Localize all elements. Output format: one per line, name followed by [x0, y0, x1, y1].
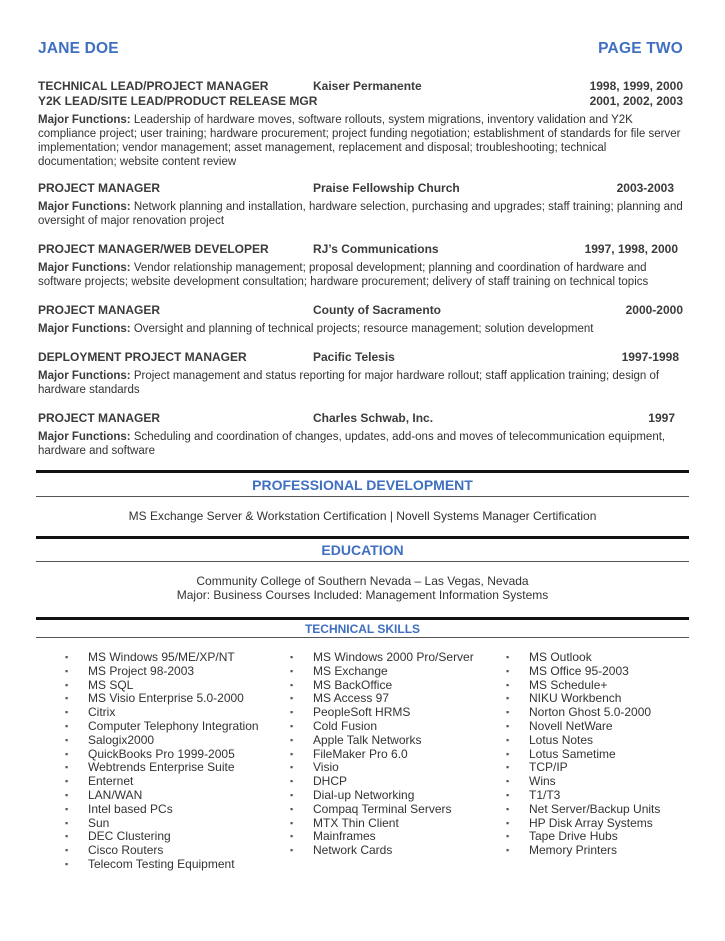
- skill-label: DHCP: [313, 774, 348, 789]
- candidate-name: JANE DOE: [38, 40, 119, 57]
- skill-item: [290, 720, 474, 734]
- bullet-icon: ▪: [506, 776, 510, 787]
- job-title: PROJECT MANAGER: [38, 411, 161, 425]
- job-company: Praise Fellowship Church: [313, 181, 460, 195]
- skill-label: Dial-up Networking: [313, 787, 415, 802]
- skill-item: [290, 651, 474, 665]
- skill-label: Net Server/Backup Units: [529, 801, 661, 816]
- bullet-icon: ▪: [506, 665, 510, 676]
- skill-label: MS Access 97: [313, 691, 390, 706]
- skill-label: HP Disk Array Systems: [529, 815, 653, 830]
- skill-label: MS Visio Enterprise 5.0-2000: [88, 691, 244, 706]
- skill-item: [65, 679, 259, 693]
- functions-text: Project management and status reporting for major hardware rollout; staff application training; design of hardware standards: [38, 370, 660, 396]
- bullet-icon: ▪: [290, 789, 294, 800]
- job-title: PROJECT MANAGER: [38, 303, 161, 317]
- bullet-icon: ▪: [65, 789, 69, 800]
- bullet-icon: ▪: [506, 789, 510, 800]
- section-divider: [36, 536, 689, 539]
- skill-item: [65, 789, 259, 803]
- job-entry: [38, 181, 683, 228]
- functions-text: Network planning and installation, hardware selection, purchasing and upgrades; staff training; planning and oversight of major renovation project: [38, 201, 683, 227]
- functions-label: Major Functions:: [38, 114, 131, 126]
- job-entry: [38, 350, 683, 397]
- skill-label: PeopleSoft HRMS: [313, 705, 411, 720]
- bullet-icon: ▪: [290, 720, 294, 731]
- bullet-icon: ▪: [506, 817, 510, 828]
- functions-label: Major Functions:: [38, 323, 131, 335]
- job-years: 1997-1998: [621, 350, 679, 364]
- skill-label: MS Outlook: [529, 650, 592, 664]
- skill-label: Mainframes: [313, 829, 376, 844]
- skill-item: [65, 720, 259, 734]
- skill-label: NIKU Workbench: [529, 691, 622, 706]
- bullet-icon: ▪: [290, 748, 294, 759]
- skill-label: Salogix2000: [88, 732, 155, 747]
- functions-text: Vendor relationship management; proposal development; planning and coordination of hardware and software projects; website development consultation; hardware procurement; delivery of staff training on technical topics: [38, 262, 649, 288]
- job-years: 1997: [648, 411, 675, 425]
- skill-label: DEC Clustering: [88, 829, 171, 844]
- skill-item: [290, 679, 474, 693]
- skill-item: [290, 789, 474, 803]
- skill-item: [65, 665, 259, 679]
- job-company: Pacific Telesis: [313, 350, 395, 364]
- skill-label: T1/T3: [529, 787, 561, 802]
- bullet-icon: ▪: [65, 803, 69, 814]
- skill-label: MTX Thin Client: [313, 815, 399, 830]
- certifications-text: MS Exchange Server & Workstation Certification | Novell Systems Manager Certification: [128, 509, 597, 523]
- skill-item: [65, 651, 259, 665]
- skill-item: [290, 761, 474, 775]
- skill-item: [65, 748, 259, 762]
- bullet-icon: ▪: [290, 734, 294, 745]
- bullet-icon: ▪: [290, 652, 294, 662]
- skill-item: [506, 720, 660, 734]
- bullet-icon: ▪: [65, 817, 69, 828]
- bullet-icon: ▪: [65, 720, 69, 731]
- skill-label: MS Windows 2000 Pro/Server: [313, 650, 474, 664]
- section-title-technical-skills: TECHNICAL SKILLS: [304, 622, 421, 636]
- skill-label: Cisco Routers: [88, 843, 164, 858]
- skill-label: Telecom Testing Equipment: [88, 856, 235, 871]
- skill-label: Citrix: [88, 705, 116, 720]
- skill-item: [65, 830, 259, 844]
- skill-item: [65, 761, 259, 775]
- skill-item: [290, 706, 474, 720]
- job-entry: [38, 242, 683, 289]
- functions-label: Major Functions:: [38, 370, 131, 382]
- skill-label: MS BackOffice: [313, 677, 393, 692]
- functions-label: Major Functions:: [38, 262, 131, 274]
- job-entry: [38, 303, 683, 336]
- section-title-education: EDUCATION: [321, 542, 404, 558]
- bullet-icon: ▪: [65, 693, 69, 704]
- skill-label: Webtrends Enterprise Suite: [88, 760, 235, 775]
- job-title-secondary: Y2K LEAD/SITE LEAD/PRODUCT RELEASE MGR: [38, 94, 318, 108]
- bullet-icon: ▪: [65, 762, 69, 773]
- job-description: [38, 261, 683, 289]
- skill-item: [65, 706, 259, 720]
- section-underline: [36, 496, 689, 497]
- bullet-icon: ▪: [290, 831, 294, 842]
- skill-label: Computer Telephony Integration: [88, 718, 259, 733]
- skill-label: MS Office 95-2003: [529, 663, 629, 678]
- functions-label: Major Functions:: [38, 431, 131, 443]
- bullet-icon: ▪: [506, 734, 510, 745]
- job-title: TECHNICAL LEAD/PROJECT MANAGER: [38, 79, 269, 93]
- bullet-icon: ▪: [65, 707, 69, 718]
- skill-item: [506, 761, 660, 775]
- job-years: 2000-2000: [625, 303, 683, 317]
- bullet-icon: ▪: [65, 831, 69, 842]
- skill-item: [506, 789, 660, 803]
- skill-label: Memory Printers: [529, 843, 618, 858]
- bullet-icon: ▪: [506, 679, 510, 690]
- skill-item: [506, 817, 660, 831]
- skill-label: TCP/IP: [529, 760, 568, 775]
- skill-item: [65, 844, 259, 858]
- skill-item: [290, 748, 474, 762]
- skill-item: [506, 734, 660, 748]
- skill-item: [506, 775, 660, 789]
- skills-column-3: [506, 651, 660, 858]
- job-company: Charles Schwab, Inc.: [313, 411, 434, 425]
- job-title: DEPLOYMENT PROJECT MANAGER: [38, 350, 247, 364]
- skill-label: Norton Ghost 5.0-2000: [529, 705, 652, 720]
- bullet-icon: ▪: [65, 845, 69, 856]
- bullet-icon: ▪: [290, 845, 294, 856]
- bullet-icon: ▪: [506, 748, 510, 759]
- education-major: Major: Business Courses Included: Management Information Systems: [176, 588, 549, 602]
- skill-item: [506, 679, 660, 693]
- skill-label: Compaq Terminal Servers: [313, 801, 452, 816]
- skill-item: [65, 692, 259, 706]
- skill-item: [506, 692, 660, 706]
- bullet-icon: ▪: [290, 679, 294, 690]
- skill-item: [290, 817, 474, 831]
- bullet-icon: ▪: [506, 803, 510, 814]
- functions-text: Oversight and planning of technical projects; resource management; solution development: [133, 323, 594, 335]
- skill-label: Tape Drive Hubs: [529, 829, 618, 844]
- skill-label: FileMaker Pro 6.0: [313, 746, 408, 761]
- skill-label: Intel based PCs: [88, 801, 173, 816]
- bullet-icon: ▪: [65, 665, 69, 676]
- job-description: [38, 369, 683, 397]
- skill-label: Network Cards: [313, 843, 393, 858]
- bullet-icon: ▪: [506, 652, 510, 662]
- skill-label: Cold Fusion: [313, 718, 378, 733]
- job-company: Kaiser Permanente: [313, 79, 422, 93]
- bullet-icon: ▪: [65, 652, 69, 662]
- skill-item: [290, 775, 474, 789]
- job-company: RJ’s Communications: [313, 242, 439, 256]
- skill-label: MS Project 98-2003: [88, 663, 195, 678]
- skill-item: [65, 734, 259, 748]
- skills-column-2: [290, 651, 474, 858]
- page-label: PAGE TWO: [598, 40, 683, 57]
- skill-label: QuickBooks Pro 1999-2005: [88, 746, 235, 761]
- bullet-icon: ▪: [65, 776, 69, 787]
- skill-label: Apple Talk Networks: [313, 732, 422, 747]
- skill-label: Lotus Notes: [529, 732, 594, 747]
- section-underline: [36, 561, 689, 562]
- skill-label: MS Schedule+: [529, 677, 608, 692]
- skill-item: [290, 844, 474, 858]
- skill-label: MS SQL: [88, 677, 134, 692]
- skill-item: [290, 665, 474, 679]
- skill-item: [506, 830, 660, 844]
- skill-item: [65, 775, 259, 789]
- bullet-icon: ▪: [506, 693, 510, 704]
- bullet-icon: ▪: [506, 831, 510, 842]
- skill-label: LAN/WAN: [88, 787, 143, 802]
- job-years: 1998, 1999, 2000: [589, 79, 683, 93]
- skill-label: MS Exchange: [313, 663, 388, 678]
- skill-item: [506, 706, 660, 720]
- skill-label: Novell NetWare: [529, 718, 613, 733]
- skill-item: [506, 748, 660, 762]
- bullet-icon: ▪: [290, 817, 294, 828]
- job-description: [38, 113, 683, 169]
- bullet-icon: ▪: [290, 762, 294, 773]
- bullet-icon: ▪: [65, 734, 69, 745]
- job-years: 1997, 1998, 2000: [584, 242, 678, 256]
- bullet-icon: ▪: [290, 707, 294, 718]
- skill-label: Wins: [529, 774, 556, 789]
- skills-column-1: [65, 651, 259, 872]
- bullet-icon: ▪: [290, 665, 294, 676]
- skill-label: MS Windows 95/ME/XP/NT: [88, 650, 235, 664]
- skill-item: [506, 844, 660, 858]
- job-entry: [38, 79, 683, 169]
- functions-text: Leadership of hardware moves, software rollouts, system migrations, inventory validation and Y2K compliance project; user training; hardware procurement; project funding negotiation; establishment of standards for file server implementation; vendor management; asset management, replacement and disposal; troubleshooting; technical documentation; website content review: [38, 114, 681, 168]
- skill-item: [290, 830, 474, 844]
- skill-item: [65, 858, 259, 872]
- skill-item: [506, 665, 660, 679]
- bullet-icon: ▪: [65, 679, 69, 690]
- education-school: Community College of Southern Nevada – Las Vegas, Nevada: [196, 574, 529, 588]
- section-divider: [36, 617, 689, 620]
- bullet-icon: ▪: [506, 720, 510, 731]
- job-description: [38, 430, 683, 458]
- job-description: [38, 200, 683, 228]
- job-years: 2003-2003: [616, 181, 674, 195]
- bullet-icon: ▪: [506, 845, 510, 856]
- bullet-icon: ▪: [290, 693, 294, 704]
- skill-label: Lotus Sametime: [529, 746, 616, 761]
- functions-label: Major Functions:: [38, 201, 131, 213]
- skill-item: [506, 651, 660, 665]
- skill-label: Sun: [88, 815, 110, 830]
- section-divider: [36, 470, 689, 473]
- section-title-professional-development: PROFESSIONAL DEVELOPMENT: [252, 477, 473, 493]
- skill-item: [65, 817, 259, 831]
- skill-item: [65, 803, 259, 817]
- bullet-icon: ▪: [506, 762, 510, 773]
- job-entry: [38, 411, 683, 458]
- bullet-icon: ▪: [290, 776, 294, 787]
- job-company: County of Sacramento: [313, 303, 442, 317]
- bullet-icon: ▪: [65, 858, 69, 869]
- job-title: PROJECT MANAGER: [38, 181, 161, 195]
- bullet-icon: ▪: [290, 803, 294, 814]
- skill-item: [506, 803, 660, 817]
- skill-item: [290, 734, 474, 748]
- skill-item: [290, 803, 474, 817]
- skill-label: Visio: [313, 760, 339, 775]
- job-years-secondary: 2001, 2002, 2003: [589, 94, 683, 108]
- job-title: PROJECT MANAGER/WEB DEVELOPER: [38, 242, 269, 256]
- skill-label: Enternet: [88, 774, 134, 789]
- job-description: [38, 322, 683, 336]
- bullet-icon: ▪: [506, 707, 510, 718]
- functions-text: Scheduling and coordination of changes, updates, add-ons and moves of telecommunication equipment, hardware and software: [38, 431, 666, 457]
- bullet-icon: ▪: [65, 748, 69, 759]
- section-underline: [36, 637, 689, 638]
- skill-item: [290, 692, 474, 706]
